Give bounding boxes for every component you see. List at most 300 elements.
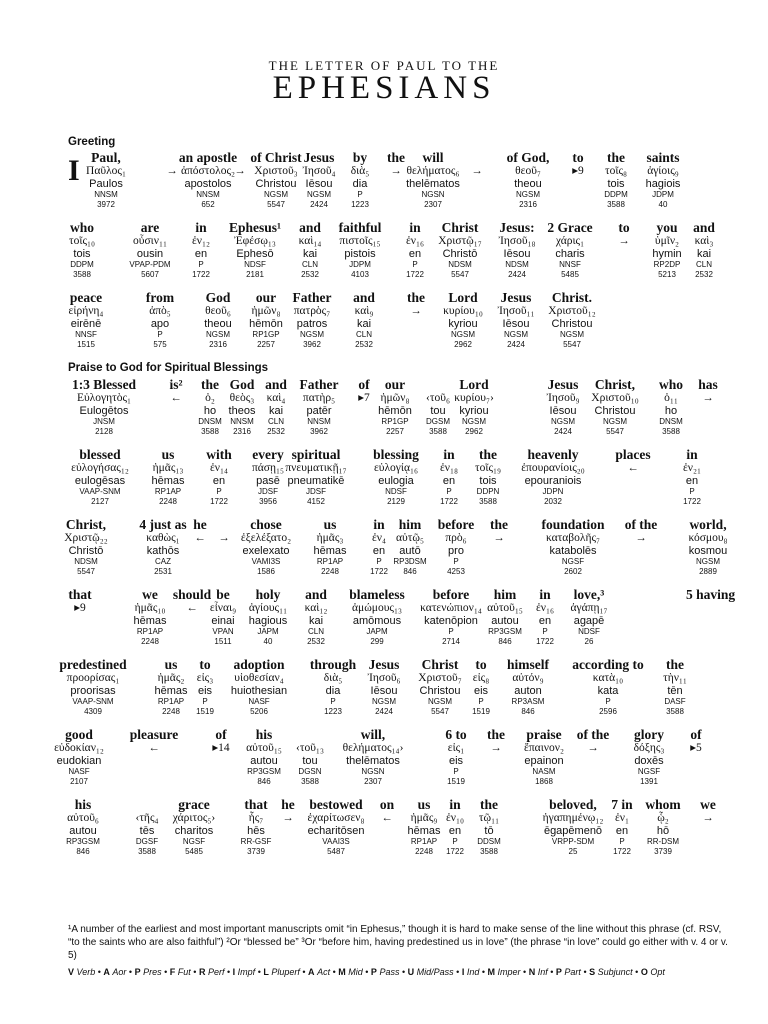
transliteration: epainon (524, 755, 564, 767)
transliteration: apo (150, 318, 170, 330)
greek-word: ← (148, 742, 160, 754)
parsing-code: NGSM (427, 697, 452, 706)
english-word: and (693, 220, 715, 235)
word-column (353, 290, 375, 350)
parsing-code: NDSF (244, 260, 266, 269)
greek-word: πρὸ₆ (445, 532, 467, 544)
english-word: 7 in (611, 797, 633, 812)
english-word: that (244, 797, 268, 812)
legend-key: L (263, 967, 269, 977)
word-column (373, 447, 419, 507)
greek-word: → (490, 742, 502, 754)
greek-word: εἰς₃ (196, 672, 214, 684)
word-column (343, 727, 404, 787)
transliteration: tois (607, 178, 625, 190)
transliteration: theos (228, 405, 256, 417)
parsing-code: NNSM (94, 190, 118, 199)
greek-word: Χριστοῦ₁₂ (548, 305, 596, 317)
legend-separator: • (190, 967, 199, 977)
english-word: our (384, 377, 406, 392)
greek-word: καταβολῆς₇ (545, 532, 601, 544)
parsing-code: VAMI3S (251, 557, 281, 566)
english-word: 1:3 Blessed (71, 377, 137, 392)
greek-word: ἐν₂₁ (682, 462, 702, 474)
greek-word: Χριστοῦ₇ (418, 672, 462, 684)
english-word: God (229, 377, 255, 392)
parsing-code: RP3GSM (66, 837, 100, 846)
english-word: good (65, 727, 93, 742)
english-word: the (478, 447, 497, 462)
transliteration (193, 545, 207, 557)
english-word (426, 377, 450, 392)
transliteration: Ephesō (236, 248, 274, 260)
strongs-number: 2532 (301, 270, 319, 279)
greek-word: ἐν₁₆ (535, 602, 555, 614)
transliteration: autō (399, 545, 421, 557)
word-column (543, 797, 604, 857)
transliteration: thelēmatos (346, 755, 400, 767)
transliteration (234, 178, 246, 190)
word-column (524, 727, 564, 787)
transliteration: charis (555, 248, 585, 260)
parsing-code: NGSM (264, 190, 288, 199)
parsing-code: JDSF (257, 487, 278, 496)
transliteration: eulogēsas (74, 475, 126, 487)
english-word: you (656, 220, 678, 235)
transliteration (471, 178, 483, 190)
greek-word: ← (194, 532, 206, 544)
transliteration (166, 178, 178, 190)
english-word: his (74, 797, 92, 812)
strongs-number: 2248 (141, 637, 159, 646)
transliteration (490, 545, 508, 557)
greek-word: ‹τοῦ₁₃ (296, 742, 324, 754)
english-word: to (475, 657, 487, 672)
word-column (308, 797, 365, 857)
strongs-number: 5206 (250, 707, 268, 716)
legend-key: A (103, 967, 110, 977)
english-word: Jesus (547, 377, 579, 392)
english-word (166, 150, 178, 165)
strongs-number: 1722 (192, 270, 210, 279)
legend-value: Part (564, 967, 581, 977)
greek-word: χάρις₁ (555, 235, 585, 247)
english-word: of (358, 377, 370, 392)
parsing-code: NGSM (602, 417, 627, 426)
english-word: in (443, 447, 455, 462)
transliteration: eulogia (378, 475, 414, 487)
word-column (204, 290, 232, 350)
parsing-code (572, 190, 584, 200)
transliteration (686, 615, 735, 627)
strongs-number: 1519 (447, 777, 465, 786)
parsing-code: VAAP-SNM (72, 697, 114, 706)
word-column (196, 657, 214, 717)
word-column (378, 377, 412, 437)
transliteration: Christou (594, 405, 636, 417)
english-word: 5 having (686, 587, 736, 602)
parsing-code: CLN (307, 627, 324, 636)
transliteration: tēn (667, 685, 683, 697)
english-word: his (255, 727, 273, 742)
english-word: Ephesus¹ (228, 220, 282, 235)
greek-word: ἠγαπημένῳ₁₂ (542, 812, 604, 824)
strongs-number: 2316 (209, 340, 227, 349)
legend-separator: • (224, 967, 233, 977)
parsing-code: P (605, 697, 611, 706)
strongs-number: 5547 (606, 427, 624, 436)
parsing-code: P (446, 487, 452, 496)
transliteration: apostolos (184, 178, 232, 190)
english-word: on (379, 797, 395, 812)
strongs-number: 2248 (321, 567, 339, 576)
english-word: is² (169, 377, 183, 392)
parsing-code: NNSM (230, 417, 254, 426)
word-column (249, 290, 283, 350)
english-word: love,³ (573, 587, 605, 602)
strongs-number: 2032 (544, 497, 562, 506)
parsing-code: RR-DSM (646, 837, 679, 846)
english-word: holy (255, 587, 281, 602)
greek-word: κυρίου₇› (454, 392, 494, 404)
greek-word: θεὸς₃ (229, 392, 255, 404)
greek-word: ἐχαρίτωσεν₈ (307, 812, 365, 824)
greek-word: αὐτόν₉ (512, 672, 544, 684)
word-column (418, 657, 461, 717)
english-word: our (255, 290, 277, 305)
transliteration: proorisas (70, 685, 116, 697)
strongs-number: 1722 (210, 497, 228, 506)
english-word: and (299, 220, 321, 235)
word-column (206, 447, 232, 507)
english-word: Christ, (65, 517, 107, 532)
parsing-code (358, 417, 370, 427)
word-column (198, 377, 222, 437)
english-word: us (161, 447, 175, 462)
word-column (446, 797, 464, 857)
transliteration: Christō (442, 248, 478, 260)
word-column (229, 220, 281, 280)
word-column (358, 377, 370, 437)
greek-word: θελήματος₁₄› (342, 742, 404, 754)
word-column (129, 220, 170, 280)
strongs-number: 3962 (310, 427, 328, 436)
english-word: Jesus (500, 290, 532, 305)
parsing-code (407, 330, 425, 340)
strongs-number (690, 777, 702, 787)
word-column (618, 220, 630, 280)
transliteration: katabolēs (549, 545, 597, 557)
strongs-number (212, 777, 229, 787)
transliteration (690, 755, 702, 767)
strongs-number: 846 (498, 637, 512, 646)
word-column (71, 447, 129, 507)
word-column (387, 150, 405, 210)
parsing-code: RP1AP (136, 627, 164, 636)
legend-separator: • (547, 967, 556, 977)
parsing-code: NGSM (299, 330, 324, 339)
english-word: from (145, 290, 175, 305)
transliteration: Iēsou (305, 178, 333, 190)
strongs-number: 3588 (662, 427, 680, 436)
word-column (572, 657, 644, 717)
transliteration: hymin (652, 248, 682, 260)
english-word: Jesus (303, 150, 335, 165)
english-word: Christ, (594, 377, 636, 392)
greek-word: πνευματικῇ₁₇ (285, 462, 347, 474)
footnotes (68, 923, 728, 962)
parsing-code (700, 837, 716, 847)
transliteration: tois (479, 475, 497, 487)
parsing-code: RP3GSM (247, 767, 281, 776)
transliteration: echaritōsen (307, 825, 365, 837)
word-column (151, 447, 184, 507)
parsing-code: VPAN (212, 627, 234, 636)
legend-key: M (338, 967, 346, 977)
word-column (339, 220, 382, 280)
parsing-code: NGSM (515, 190, 540, 199)
greek-word: ἐν₁₈ (439, 462, 459, 474)
greek-word: κατενώπιον₁₄ (420, 602, 482, 614)
greek-word: εὐδοκίαν₁₂ (54, 742, 104, 754)
legend-separator: • (126, 967, 135, 977)
transliteration: katenōpion (424, 615, 478, 627)
english-word: an apostle (178, 150, 238, 165)
parsing-code: P (448, 627, 454, 636)
english-word: should (172, 587, 212, 602)
parsing-code (380, 837, 394, 847)
english-word: places (615, 447, 651, 462)
english-word: of the (624, 517, 658, 532)
english-word: of (215, 727, 227, 742)
greek-word: → (493, 532, 505, 544)
word-column (700, 797, 716, 857)
parsing-code: VAAP-SNM (79, 487, 121, 496)
word-column (250, 150, 301, 210)
transliteration: en (372, 545, 386, 557)
transliteration (380, 825, 394, 837)
parsing-code: P (412, 260, 418, 269)
english-word: faithful (338, 220, 382, 235)
interlinear-line (68, 447, 718, 507)
strongs-number: 3588 (429, 427, 447, 436)
strongs-number: 1722 (613, 847, 631, 856)
interlinear-line (68, 587, 736, 647)
strongs-number: 26 (584, 637, 594, 646)
greek-word: → (702, 812, 714, 824)
transliteration: kosmou (688, 545, 728, 557)
word-column (229, 377, 256, 437)
english-word: the (480, 797, 498, 812)
parsing-code (387, 190, 405, 200)
greek-word: Ἰησοῦ₉ (546, 392, 580, 404)
strongs-number: 40 (658, 200, 668, 209)
strongs-number: 846 (257, 777, 271, 786)
parsing-code: RP3ASM (511, 697, 545, 706)
parsing-code: VAAI3S (322, 837, 350, 846)
word-column (133, 587, 166, 647)
parsing-code: DDPN (476, 487, 500, 496)
strongs-number (700, 847, 716, 857)
word-column (407, 290, 425, 350)
transliteration: amōmous (352, 615, 402, 627)
transliteration (173, 615, 211, 627)
strongs-number: 846 (76, 847, 90, 856)
strongs-number: 1223 (351, 200, 369, 209)
word-column (645, 797, 680, 857)
legend-key: S (589, 967, 596, 977)
strongs-number (407, 340, 425, 350)
transliteration: tō (484, 825, 494, 837)
transliteration (577, 755, 610, 767)
transliteration: theou (514, 178, 542, 190)
greek-word: καθὼς₁ (146, 532, 180, 544)
word-column (246, 727, 282, 787)
english-word: he (193, 517, 207, 532)
word-column (68, 587, 91, 647)
english-word (218, 517, 230, 532)
parsing-code: NGSM (504, 330, 528, 339)
transliteration: ousin (136, 248, 164, 260)
greek-word: ἀπὸ₅ (149, 305, 171, 317)
greek-word: εἰρήνη₄ (68, 305, 104, 317)
parsing-code: NDSM (448, 260, 472, 269)
parsing-code (686, 627, 735, 637)
parsing-code: JNSM (93, 417, 115, 426)
transliteration (407, 318, 425, 330)
interlinear-line (59, 657, 718, 717)
greek-word: υἱοθεσίαν₄ (234, 672, 284, 684)
legend-key: M (487, 967, 496, 977)
strongs-number (572, 200, 584, 210)
legend-value: Ind (466, 967, 480, 977)
english-word: to (572, 150, 584, 165)
english-word: Lord (448, 290, 478, 305)
transliteration (700, 825, 716, 837)
transliteration: patēr (306, 405, 332, 417)
english-word: before (432, 587, 470, 602)
legend-value: Impf (237, 967, 256, 977)
english-word: he (281, 797, 295, 812)
word-column (604, 150, 628, 210)
word-column (169, 377, 182, 437)
english-word: Jesus (368, 657, 400, 672)
greek-word: Ἰησοῦ₁₁ (497, 305, 535, 317)
word-column (192, 220, 210, 280)
transliteration (698, 405, 718, 417)
parsing-code: JDSF (305, 487, 326, 496)
parsing-code: P (216, 487, 222, 496)
strongs-number: 2181 (246, 270, 264, 279)
english-word: Christ (421, 657, 459, 672)
english-word: the (487, 727, 505, 742)
strongs-number: 3588 (607, 200, 625, 209)
english-word: and (353, 290, 375, 305)
greek-word: προορίσας₁ (66, 672, 120, 684)
transliteration (572, 178, 584, 190)
strongs-number (577, 777, 610, 787)
parsing-code: NASF (248, 697, 270, 706)
greek-word: αὐτοῦ₆ (67, 812, 99, 824)
word-column (646, 150, 681, 210)
parsing-code (68, 627, 91, 637)
english-word: who (69, 220, 95, 235)
parsing-code: RP3GSM (488, 627, 522, 636)
strongs-number (625, 567, 658, 577)
legend-value: Aor (112, 967, 127, 977)
parsing-code: NGSM (206, 330, 230, 339)
transliteration: tēs (139, 825, 155, 837)
transliteration: theou (204, 318, 232, 330)
english-word: saints (646, 150, 680, 165)
english-word: by (352, 150, 368, 165)
transliteration: en (448, 825, 462, 837)
english-word: we (142, 587, 158, 602)
legend-key: P (134, 967, 141, 977)
word-column (440, 447, 458, 507)
word-column (54, 727, 104, 787)
strongs-number: 1722 (446, 847, 464, 856)
strongs-number: 5547 (267, 200, 285, 209)
english-word: pleasure (129, 727, 179, 742)
english-word: of Christ (250, 150, 302, 165)
strongs-number (173, 637, 211, 647)
transliteration (218, 545, 230, 557)
parsing-code (471, 190, 483, 200)
english-word: who (658, 377, 684, 392)
section-heading-praise: Praise to God for Spiritual Blessings (68, 362, 269, 374)
word-column (426, 377, 450, 437)
word-column (139, 517, 186, 577)
greek-word: τοῖς₁₉ (474, 462, 502, 474)
greek-word: → (471, 165, 483, 177)
word-column (59, 657, 126, 717)
english-word: be (216, 587, 230, 602)
legend-key: V (68, 967, 75, 977)
strongs-number: 25 (568, 847, 578, 856)
word-column (420, 587, 482, 647)
greek-word: εἰς₁ (447, 742, 465, 754)
greek-word: → (635, 532, 647, 544)
strongs-number: 2532 (307, 637, 325, 646)
greek-word: ← (186, 602, 198, 614)
strongs-number: 1391 (640, 777, 658, 786)
transliteration: en (212, 475, 226, 487)
strongs-number: 2889 (699, 567, 717, 576)
english-word: in (195, 220, 207, 235)
transliteration (358, 405, 370, 417)
strongs-number: 2307 (424, 200, 442, 209)
parsing-code: NDSM (505, 260, 529, 269)
word-column (611, 797, 632, 857)
word-column (64, 517, 108, 577)
greek-word: κόσμου₈ (688, 532, 728, 544)
word-column (173, 797, 215, 857)
word-column (591, 377, 638, 437)
word-column (241, 517, 291, 577)
transliteration: Paulos (89, 178, 123, 190)
greek-word: διὰ₅ (350, 165, 370, 177)
parsing-code: CLN (355, 330, 372, 339)
english-word: adoption (233, 657, 285, 672)
word-column (72, 377, 136, 437)
word-column (487, 587, 523, 647)
transliteration: Iēsou (549, 405, 577, 417)
strongs-number: 2107 (70, 777, 88, 786)
greek-word: Χριστοῦ₁₀ (591, 392, 639, 404)
english-word: the (665, 657, 684, 672)
greek-word: καὶ₃ (694, 235, 714, 247)
